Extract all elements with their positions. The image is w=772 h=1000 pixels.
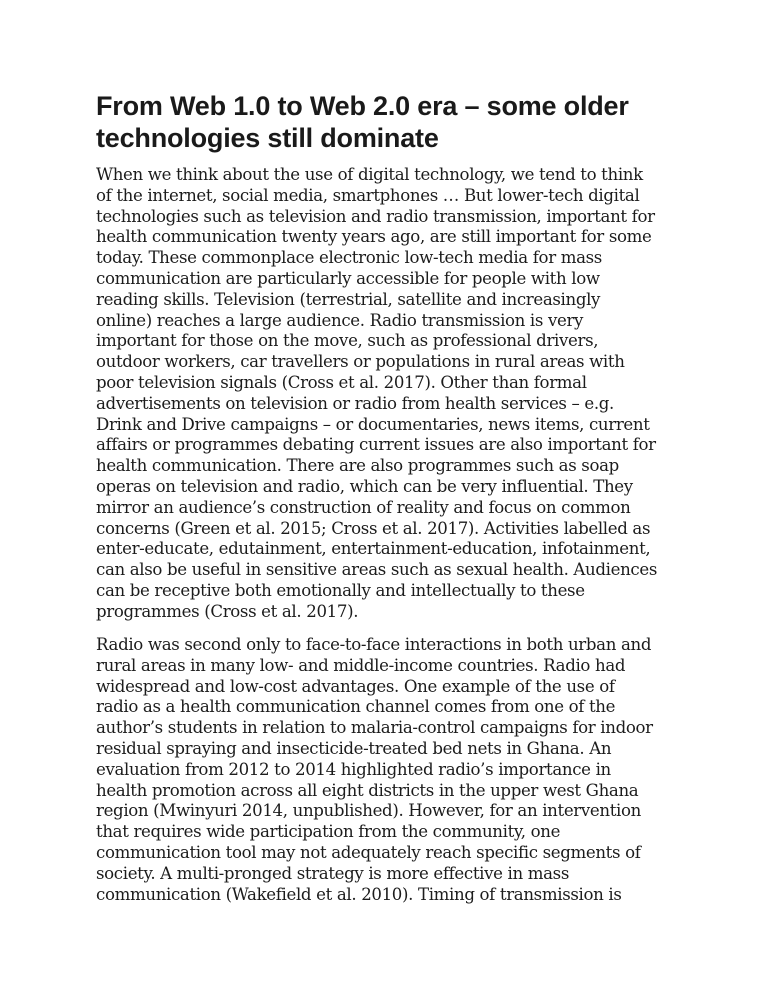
text-line: of the internet, social media, smartphones … But lower-tech digital (96, 185, 640, 205)
text-line: residual spraying and insecticide-treated bed nets in Ghana. An (96, 738, 612, 758)
text-line: health communication twenty years ago, are still important for some (96, 227, 652, 247)
text-line: advertisements on television or radio from health services – e.g. (96, 393, 614, 413)
text-line: enter-educate, edutainment, entertainment-education, infotainment, (96, 539, 651, 559)
text-line: technologies such as television and radio transmission, important for (96, 206, 655, 226)
text-line: that requires wide participation from the community, one (96, 822, 561, 842)
text-line: Radio was second only to face-to-face interactions in both urban and (96, 635, 652, 654)
text-line: mirror an audience’s construction of reality and focus on common (96, 497, 631, 517)
text-line: When we think about the use of digital technology, we tend to think (96, 165, 643, 184)
text-line: health promotion across all eight districts in the upper west Ghana (96, 780, 639, 800)
text-line: society. A multi-pronged strategy is more effective in mass (96, 863, 570, 883)
paragraph-2 (96, 635, 688, 905)
text-line: radio as a health communication channel comes from one of the (96, 697, 616, 717)
paragraph-1 (96, 165, 688, 623)
text-line: evaluation from 2012 to 2014 highlighted radio’s importance in (96, 759, 611, 779)
text-line: region (Mwinyuri 2014, unpublished). However, for an intervention (96, 801, 641, 821)
text-line: widespread and low-cost advantages. One example of the use of (96, 676, 615, 696)
text-line: operas on television and radio, which can be very influential. They (96, 476, 633, 496)
text-line: reading skills. Television (terrestrial, satellite and increasingly (96, 289, 601, 309)
text-line: outdoor workers, car travellers or populations in rural areas with (96, 352, 625, 372)
text-line: concerns (Green et al. 2015; Cross et al. 2017). Activities labelled as (96, 518, 651, 538)
text-line: affairs or programmes debating current issues are also important for (96, 435, 656, 455)
text-line: can be receptive both emotionally and intellectually to these (96, 580, 585, 600)
text-line: poor television signals (Cross et al. 2017). Other than formal (96, 372, 587, 392)
text-line: communication tool may not adequately reach specific segments of (96, 842, 641, 862)
text-line: programmes (Cross et al. 2017). (96, 601, 359, 621)
text-line: Drink and Drive campaigns – or documentaries, news items, current (96, 414, 650, 434)
text-line: communication (Wakefield et al. 2010). Timing of transmission is (96, 884, 622, 904)
text-line: can also be useful in sensitive areas such as sexual health. Audiences (96, 560, 658, 580)
page-title (96, 90, 676, 154)
title-line: technologies still dominate (96, 123, 439, 153)
text-line: today. These commonplace electronic low-tech media for mass (96, 248, 602, 268)
text-line: rural areas in many low- and middle-income countries. Radio had (96, 655, 626, 675)
text-line: author’s students in relation to malaria-control campaigns for indoor (96, 718, 653, 738)
title-line: From Web 1.0 to Web 2.0 era – some older (96, 91, 629, 121)
text-line: online) reaches a large audience. Radio transmission is very (96, 310, 584, 330)
text-line: important for those on the move, such as professional drivers, (96, 331, 599, 351)
text-line: communication are particularly accessible for people with low (96, 268, 600, 288)
text-line: health communication. There are also programmes such as soap (96, 456, 619, 476)
